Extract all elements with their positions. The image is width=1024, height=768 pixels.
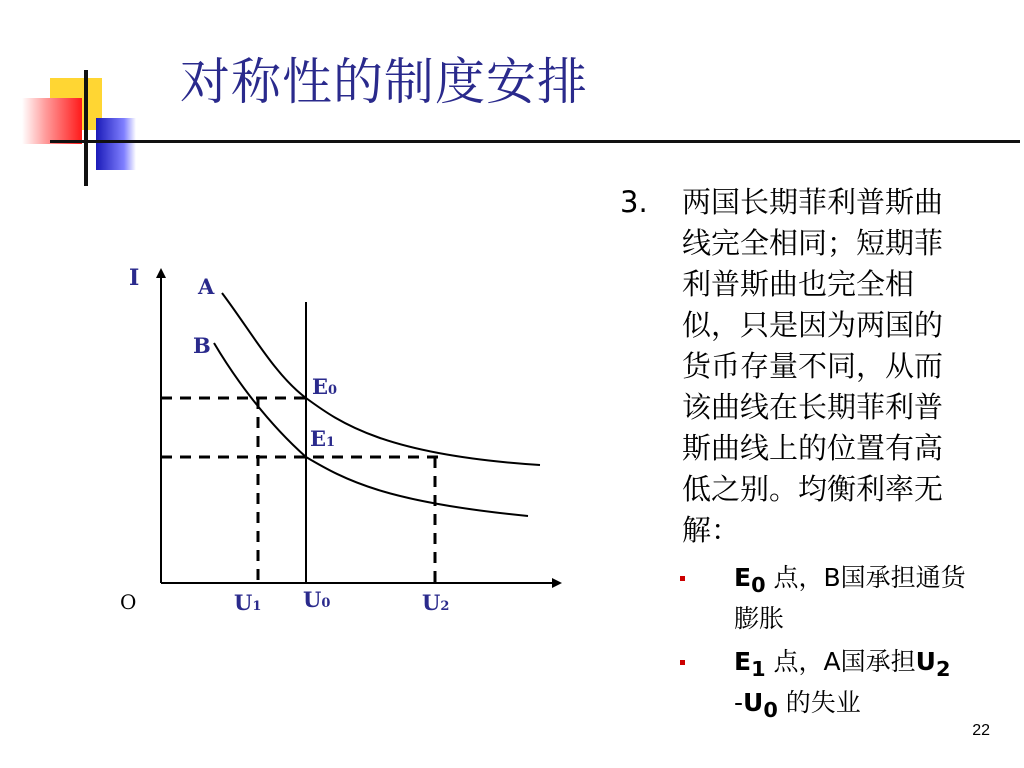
curve-a <box>222 293 540 465</box>
bullet-text: $E_0$ 点，B国承担通货膨胀 <box>734 563 966 633</box>
origin-label: O <box>120 590 137 614</box>
curve-b-label: B <box>193 333 211 358</box>
u1-label: U1 <box>234 590 262 615</box>
bullet-item <box>620 561 970 635</box>
slide-title: 对称性的制度安排 <box>180 53 588 111</box>
curve-b <box>214 343 528 516</box>
u2-label: U2 <box>422 590 450 615</box>
decorative-logo <box>0 0 180 200</box>
point-text: 两国长期菲利普斯曲线完全相同；短期菲利普斯曲也完全相似，只是因为两国的货币存量不同，从而该曲线在长期菲利普斯曲线上的位置有高低之别。均衡利率无解： <box>682 185 944 547</box>
phillips-curve-diagram <box>110 255 580 625</box>
bullet-marker <box>680 660 685 665</box>
bullet-list <box>620 561 970 727</box>
point-number: 3. <box>620 185 648 219</box>
curve-a-label: A <box>198 274 215 299</box>
y-axis-label: I <box>129 265 140 291</box>
logo-vertical-line <box>84 70 88 186</box>
explanation-text <box>620 182 970 737</box>
bullet-item <box>620 645 970 727</box>
page-number: 22 <box>972 722 990 739</box>
logo-blue-square <box>96 118 136 170</box>
numbered-point <box>620 182 970 551</box>
e0-label: E0 <box>312 374 338 399</box>
u0-label: U0 <box>303 587 331 612</box>
bullet-text: $E_1$ 点，A国承担$U_2$ $-U_0$ 的失业 <box>734 647 951 722</box>
logo-red-square <box>22 98 82 144</box>
e1-label: E1 <box>310 426 336 451</box>
bullet-marker <box>680 576 685 581</box>
title-underline <box>50 140 1020 143</box>
